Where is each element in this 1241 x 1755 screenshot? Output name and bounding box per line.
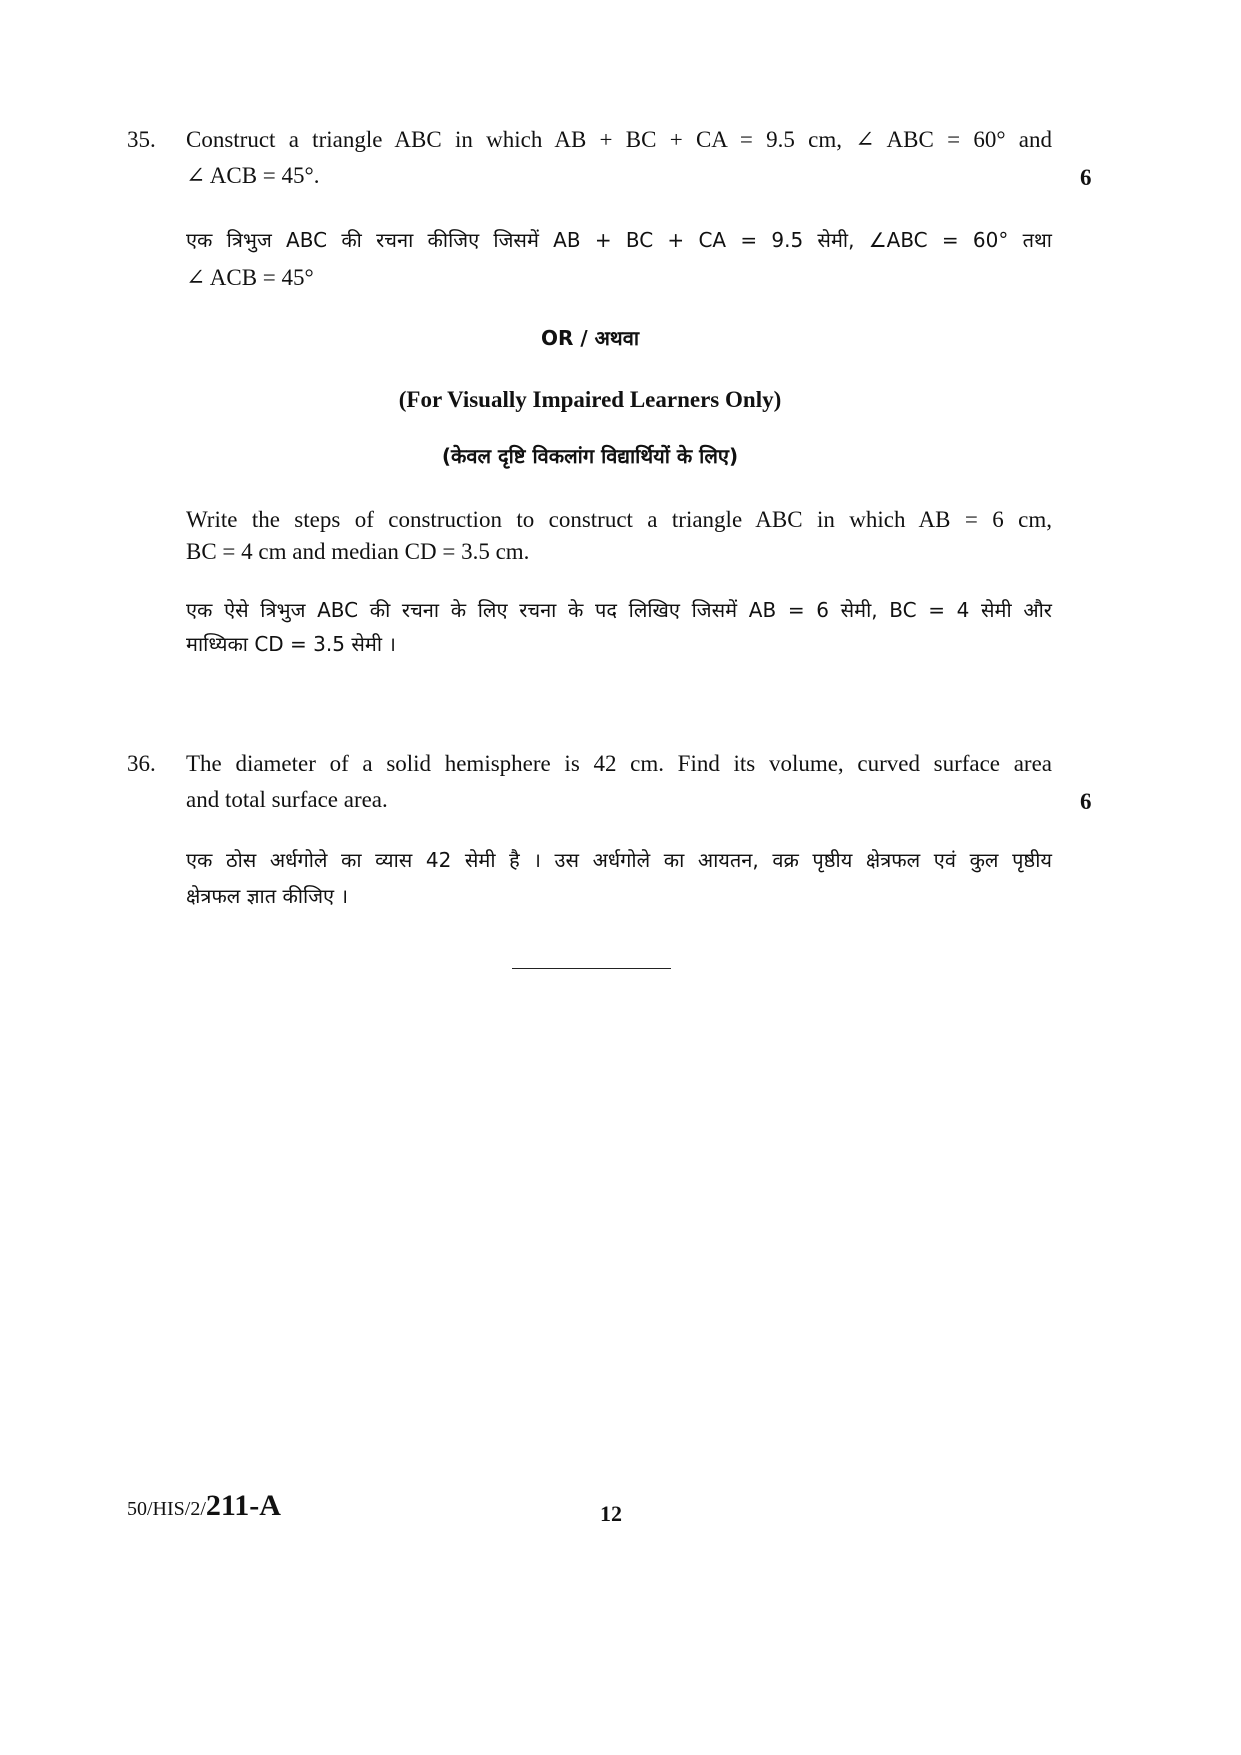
question-35-text-line-1: Construct a triangle ABC in which AB + BC + CA = 9.5 cm, ∠ ABC = 60° and <box>186 127 1052 152</box>
question-35-hindi-line-1: एक त्रिभुज ABC की रचना कीजिए जिसमें AB + BC + CA = 9.5 सेमी, ∠ABC = 60° तथा <box>186 228 1052 252</box>
question-36-marks: 6 <box>1080 789 1092 814</box>
page-number: 12 <box>600 1501 622 1526</box>
question-35-marks: 6 <box>1080 165 1092 190</box>
paper-code <box>127 1490 281 1525</box>
alt-question-text-line-2: BC = 4 cm and median CD = 3.5 cm. <box>186 539 530 564</box>
question-35-number: 35. <box>127 127 156 152</box>
alt-question-hindi-line-1: एक ऐसे त्रिभुज ABC की रचना के लिए रचना के पद लिखिए जिसमें AB = 6 सेमी, BC = 4 सेमी और <box>186 598 1052 622</box>
paper-code-main: 211-A <box>205 1489 281 1522</box>
question-36-hindi-line-1: एक ठोस अर्धगोले का व्यास 42 सेमी है । उस अर्धगोले का आयतन, वक्र पृष्ठीय क्षेत्रफल एवं कुल पृष्ठीय <box>186 848 1052 872</box>
question-36-text-line-2: and total surface area. <box>186 787 388 812</box>
question-36-hindi-line-2: क्षेत्रफल ज्ञात कीजिए । <box>186 884 349 908</box>
alt-question-text-line-1: Write the steps of construction to construct a triangle ABC in which AB = 6 cm, <box>186 507 1052 532</box>
alt-question-hindi-line-2: माध्यिका CD = 3.5 सेमी । <box>186 632 396 656</box>
end-of-questions-rule <box>512 968 671 969</box>
or-divider-label: OR / अथवा <box>541 326 639 350</box>
question-36-text-line-1: The diameter of a solid hemisphere is 42 cm. Find its volume, curved surface area <box>186 751 1052 776</box>
visually-impaired-heading-hindi: (केवल दृष्टि विकलांग विद्यार्थियों के लिए) <box>441 444 739 468</box>
paper-code-prefix: 50/HIS/2/ <box>127 1498 206 1520</box>
visually-impaired-heading: (For Visually Impaired Learners Only) <box>398 387 782 412</box>
question-35-text-line-2: ∠ ACB = 45°. <box>186 163 320 188</box>
question-35-hindi-line-2: ∠ ACB = 45° <box>186 265 314 290</box>
question-36-number: 36. <box>127 751 156 776</box>
